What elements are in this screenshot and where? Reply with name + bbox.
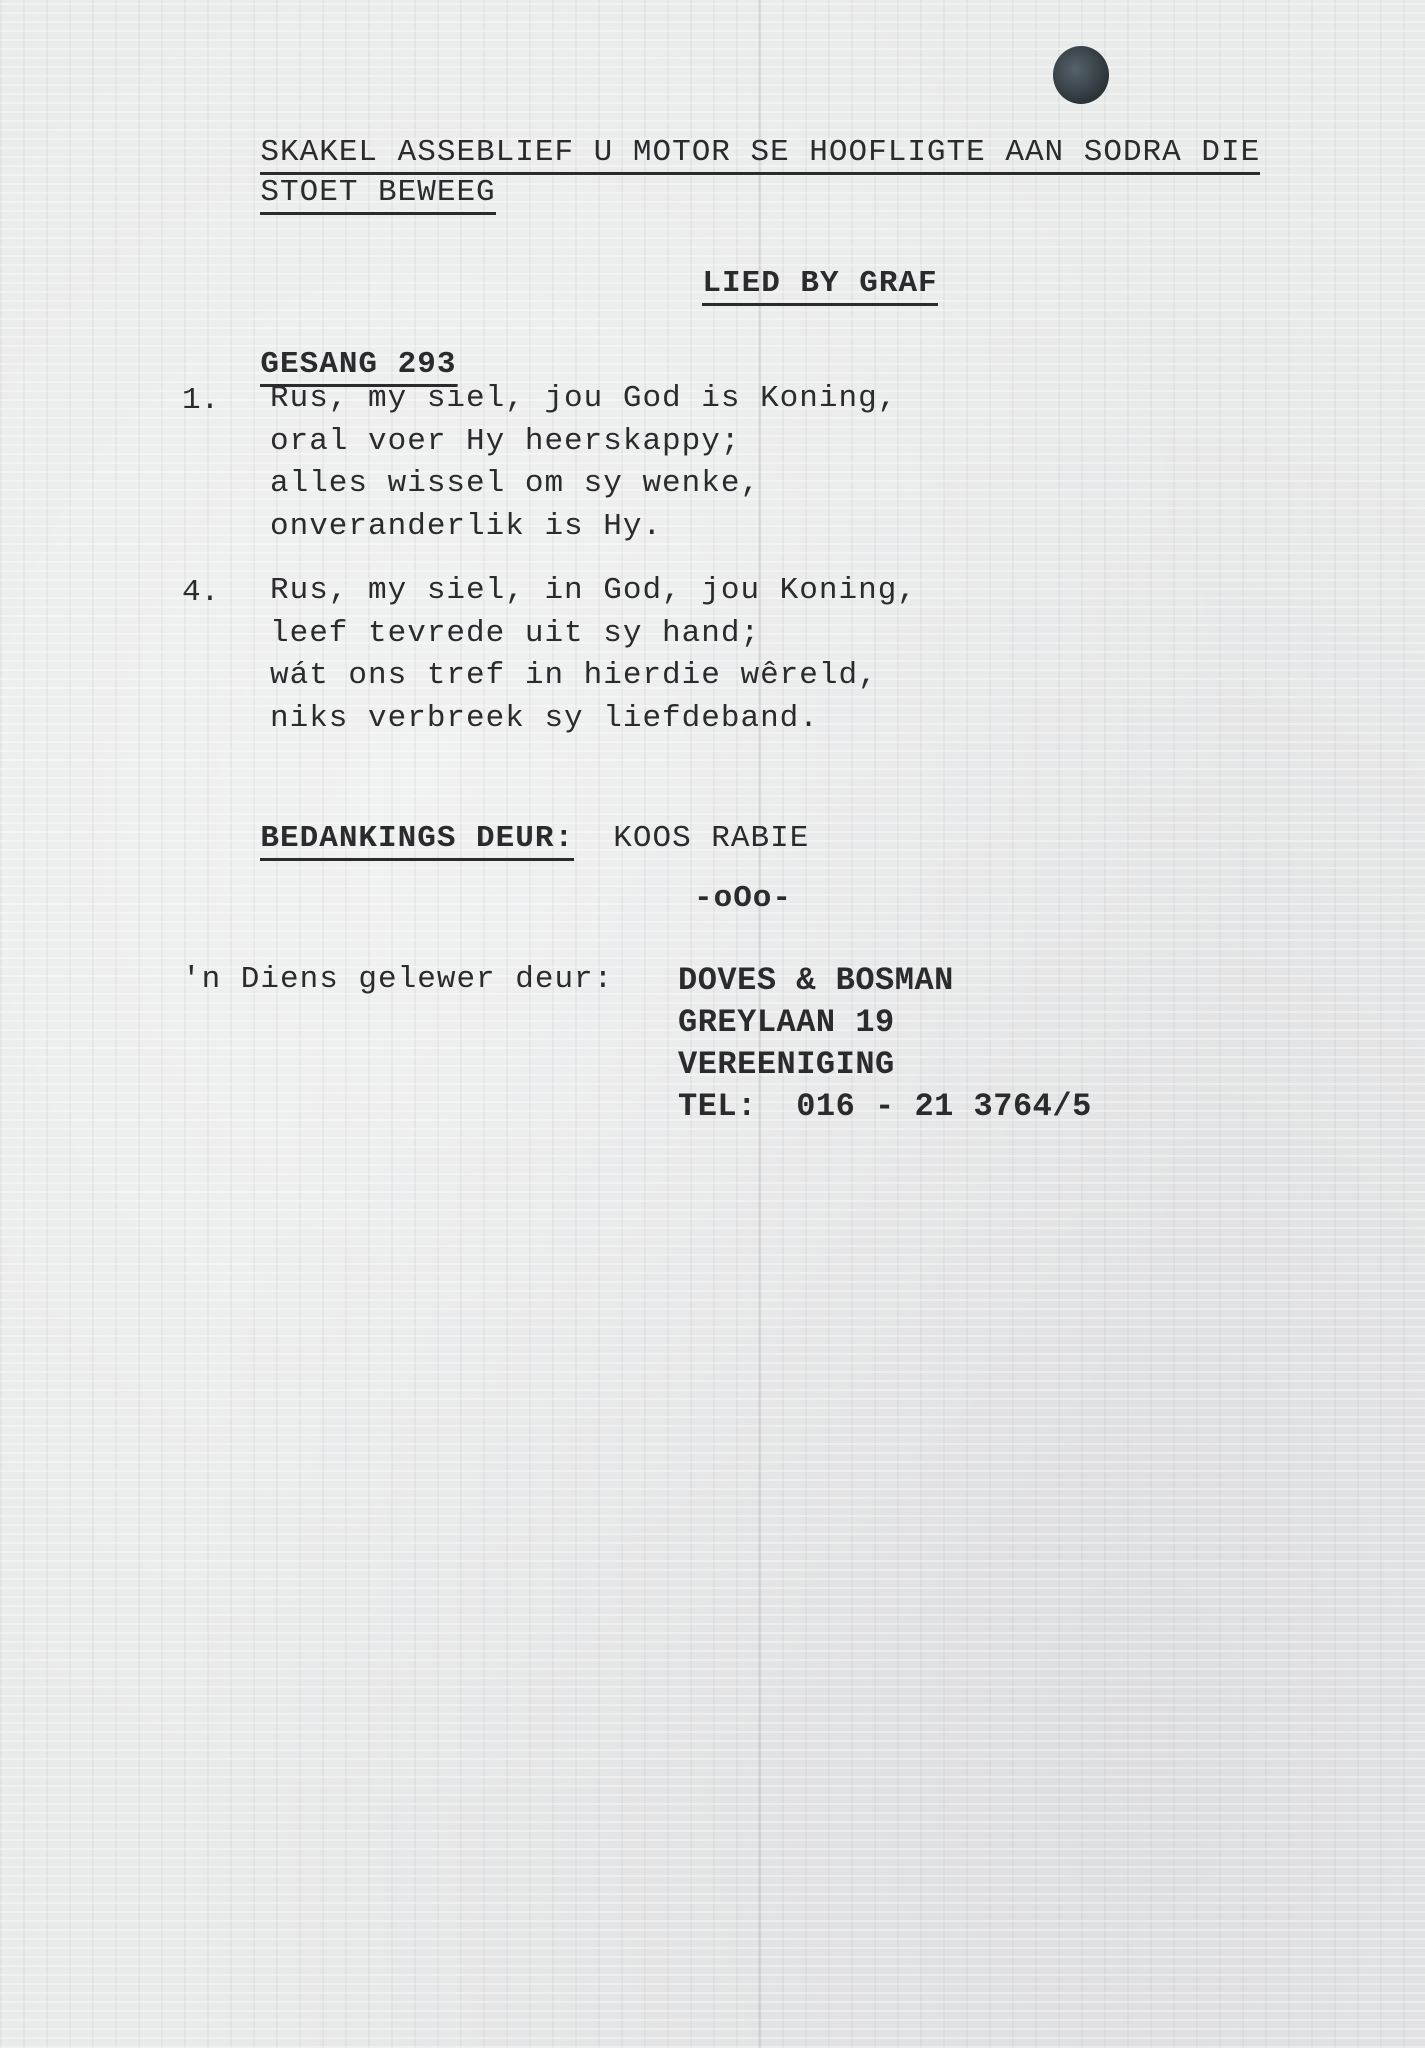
town: VEREENIGING <box>678 1046 895 1083</box>
verse-line: wát ons tref in hierdie wêreld, <box>270 658 878 693</box>
page-title <box>624 237 938 330</box>
hymn-heading-text: GESANG 293 <box>260 347 456 387</box>
page-title-text: LIED BY GRAF <box>702 266 937 306</box>
verse-line: leef tevrede uit sy hand; <box>270 615 761 651</box>
verse-number: 1. <box>182 383 220 418</box>
punch-hole <box>1053 46 1109 104</box>
phone-number: TEL: 016 - 21 3764/5 <box>678 1088 1092 1125</box>
company-name: DOVES & BOSMAN <box>678 962 954 999</box>
verse-line: onveranderlik is Hy. <box>270 508 663 544</box>
notice-text-1: SKAKEL ASSEBLIEF U MOTOR SE HOOFLIGTE AAN SODRA DIE <box>260 135 1260 175</box>
verse-block <box>270 570 917 740</box>
verse-block <box>270 378 897 548</box>
verse-line: niks verbreek sy liefdeband. <box>270 700 819 736</box>
verse-line: Rus, my siel, in God, jou Koning, <box>270 573 917 608</box>
thanks-name: KOOS RABIE <box>613 821 810 856</box>
thanks-row <box>182 792 809 885</box>
service-label: 'n Diens gelewer deur: <box>182 962 614 997</box>
verse-line: Rus, my siel, jou God is Koning, <box>270 381 898 416</box>
service-address <box>678 960 1092 1128</box>
thanks-label: BEDANKINGS DEUR: <box>260 821 574 861</box>
verse-line: oral voer Hy heerskappy; <box>270 423 741 459</box>
notice-text-2: STOET BEWEEG <box>260 175 495 215</box>
street-address: GREYLAAN 19 <box>678 1004 895 1041</box>
separator: -oOo- <box>694 881 793 916</box>
verse-number: 4. <box>182 575 220 610</box>
verse-line: alles wissel om sy wenke, <box>270 466 761 501</box>
notice-line-2 <box>182 146 496 239</box>
